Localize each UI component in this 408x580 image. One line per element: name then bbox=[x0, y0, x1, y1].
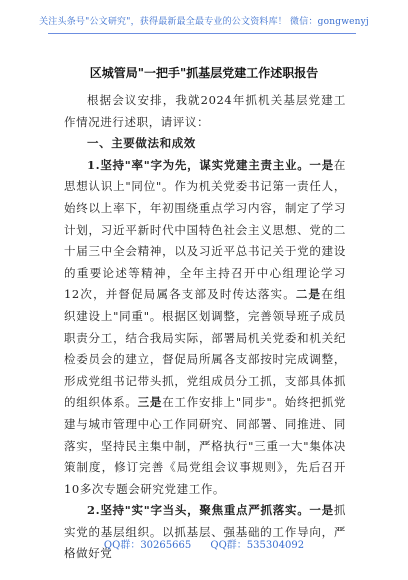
document-title: 区城管局"一把手"抓基层党建工作述职报告 bbox=[89, 66, 319, 80]
page-header-banner: 关注头条号"公文研究"，获得最新最全最专业的公文资料库！ 微信：gongwenyj bbox=[39, 17, 369, 27]
header-divider bbox=[48, 33, 356, 34]
item1-s3-lead: 三是 bbox=[137, 395, 163, 410]
document-body bbox=[64, 90, 346, 565]
item1-s3-text: 在工作安排上"同步"。始终把抓党建与城市管理中心工作同研究、同部署、同推进、同落实，坚持民主集中制，严格执行"三重一大"集体决策制度，修订完善《局党组会议事规则》，先后召开10多次专题会研究党建工作。 bbox=[64, 395, 347, 496]
item2-s1-text: 抓实党的基层组织。以抓基层、强基础的工作导向，严格做好党 bbox=[64, 503, 346, 561]
item1-s2-text: 在组织建设上"同重"。根据区划调整，完善领导班子成员职责分工，结合我局实际，部署局机关党委和机关纪检委员会的建立，督促局所属各支部按时完成调整，形成党组书记带头抓，党组成员分工抓，支部具体抓的组织体系。 bbox=[64, 287, 347, 410]
intro-paragraph: 根据会议安排，我就2024年抓机关基层党建工作情况进行述职，请评议： bbox=[64, 93, 346, 129]
footer-qq-group-2: QQ群：535304092 bbox=[210, 540, 305, 551]
page-footer bbox=[0, 536, 408, 551]
item2-lead: 2.坚持"实"字当头，聚焦重点严抓落实。 bbox=[87, 503, 310, 518]
item1-s2-lead: 二是 bbox=[295, 287, 322, 302]
item2-paragraph bbox=[64, 500, 346, 565]
footer-qq-group-1: QQ群：30265665 bbox=[103, 540, 192, 551]
item1-s1-lead: 一是 bbox=[309, 157, 334, 172]
item1-lead: 1.坚持"率"字为先，谋实党建主责主业。 bbox=[87, 157, 310, 172]
section-heading: 一、主要做法和成效 bbox=[87, 136, 196, 151]
item2-s1-lead: 一是 bbox=[309, 503, 334, 518]
item1-paragraph bbox=[64, 155, 346, 501]
item1-s1-text: 在思想认识上"同位"。作为机关党委书记第一责任人，始终以上率下，年初围绕重点学习内容，制定了学习计划，习近平新时代中国特色社会主义思想、党的二十届三中全会精神，以及习近平总书记关于党的建设的重要论述等精神，全年主持召开中心组理论学习12次，并督促局属各支部及时传达落实。 bbox=[64, 157, 346, 302]
